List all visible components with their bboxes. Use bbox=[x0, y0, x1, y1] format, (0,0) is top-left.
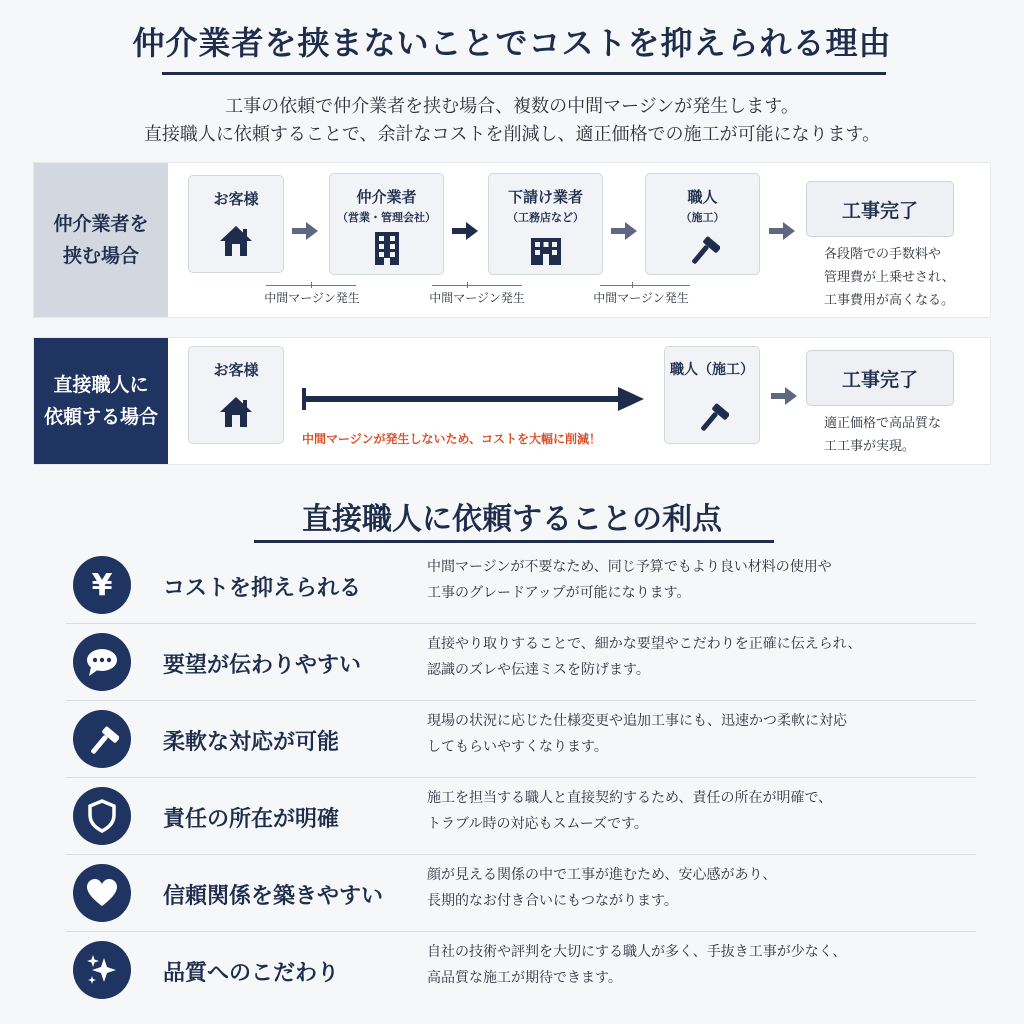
row-label-line-1: 仲介業者を bbox=[53, 213, 149, 235]
flow-done-note bbox=[824, 243, 955, 312]
house-icon bbox=[218, 395, 254, 429]
benefit-desc-line-2: 高品質な施工が期待できます。 bbox=[427, 970, 622, 986]
benefit-desc bbox=[427, 862, 967, 914]
benefit-desc-line-2: 工事のグレードアップが可能になります。 bbox=[427, 585, 691, 601]
benefit-name: 要望が伝わりやすい bbox=[163, 653, 362, 678]
node-title: 職人（施工） bbox=[670, 362, 754, 378]
benefit-desc bbox=[427, 708, 967, 760]
margin-label-2: 中間マージン発生 bbox=[429, 291, 525, 305]
margin-tick-2 bbox=[467, 282, 468, 288]
benefit-desc bbox=[427, 785, 967, 837]
office-icon bbox=[529, 234, 563, 266]
flow-node-subcontractor bbox=[488, 173, 603, 275]
chat-bubble-icon bbox=[73, 633, 131, 691]
margin-tick-3 bbox=[632, 282, 633, 288]
flow-arrow-1 bbox=[292, 221, 320, 241]
note-line: 適正価格で高品質な bbox=[824, 416, 942, 431]
direct-done-box: 工事完了 bbox=[806, 350, 954, 406]
intro-line-1: 工事の依頼で仲介業者を挟む場合、複数の中間マージンが発生します。 bbox=[225, 96, 799, 117]
benefit-desc-line-1: 直接やり取りすることで、細かな要望やこだわりを正確に伝えられ、 bbox=[427, 636, 862, 652]
row-label-intermediary bbox=[34, 163, 168, 317]
flow-done-box: 工事完了 bbox=[806, 181, 954, 237]
node-title: お客様 bbox=[213, 361, 259, 379]
benefit-name: 柔軟な対応が可能 bbox=[163, 730, 340, 755]
page-title: 仲介業者を挟まないことでコストを抑えられる理由 bbox=[132, 24, 892, 62]
note-line: 管理費が上乗せされ、 bbox=[824, 270, 955, 285]
benefit-desc-line-1: 中間マージンが不要なため、同じ予算でもより良い材料の使用や bbox=[427, 559, 832, 575]
row-label-line-1: 直接職人に bbox=[53, 374, 149, 396]
benefit-name: コストを抑えられる bbox=[163, 576, 362, 601]
benefits-title: 直接職人に依頼することの利点 bbox=[302, 502, 722, 537]
benefit-desc-line-1: 施工を担当する職人と直接契約するため、責任の所在が明確で、 bbox=[427, 790, 833, 806]
node-subtitle: （施工） bbox=[680, 211, 725, 224]
flow-row-direct bbox=[33, 337, 991, 465]
hammer-icon bbox=[695, 399, 729, 433]
note-line: 各段階での手数料や bbox=[824, 247, 942, 262]
benefit-desc-line-1: 顔が見える関係の中で工事が進むため、安心感があり、 bbox=[427, 867, 777, 883]
flow-arrow-4 bbox=[769, 221, 797, 241]
benefits-title-underline bbox=[254, 540, 774, 543]
row-label-direct bbox=[34, 338, 168, 464]
benefit-quality bbox=[66, 932, 976, 1009]
margin-line-2 bbox=[432, 285, 522, 286]
house-icon bbox=[218, 224, 254, 258]
flow-row-intermediary bbox=[33, 162, 991, 318]
building-icon bbox=[372, 230, 402, 266]
benefit-desc-line-1: 現場の状況に応じた仕様変更や追加工事にも、迅速かつ柔軟に対応 bbox=[427, 713, 847, 729]
node-title: 職人 bbox=[687, 188, 718, 206]
node-title: 下請け業者 bbox=[507, 188, 583, 206]
flow-node-craftsman bbox=[645, 173, 760, 275]
row-label-line-2: 依頼する場合 bbox=[43, 406, 158, 428]
hammer-icon bbox=[686, 232, 720, 266]
benefit-trust bbox=[66, 855, 976, 932]
flow-node-customer bbox=[188, 175, 284, 273]
note-line: 工事費用が高くなる。 bbox=[824, 293, 955, 308]
direct-arrow-done bbox=[771, 386, 799, 406]
benefit-cost bbox=[66, 547, 976, 624]
shield-icon bbox=[73, 787, 131, 845]
flow-node-craftsman-direct bbox=[664, 346, 760, 444]
benefit-communication bbox=[66, 624, 976, 701]
benefit-desc-line-2: 認識のズレや伝達ミスを防げます。 bbox=[427, 662, 650, 678]
flow-arrow-2 bbox=[452, 221, 480, 241]
flow-arrow-3 bbox=[611, 221, 639, 241]
benefit-desc-line-1: 自社の技術や評判を大切にする職人が多く、手抜き工事が少なく、 bbox=[427, 944, 847, 960]
node-title: 仲介業者 bbox=[356, 188, 417, 206]
margin-label-1: 中間マージン発生 bbox=[264, 291, 360, 305]
flow-node-intermediary bbox=[329, 173, 444, 275]
direct-long-arrow bbox=[300, 384, 646, 414]
flow-node-customer-direct bbox=[188, 346, 284, 444]
benefit-name: 信頼関係を築きやすい bbox=[163, 884, 384, 909]
intro-line-2: 直接職人に依頼することで、余計なコストを削減し、適正価格での施工が可能になります。 bbox=[143, 124, 881, 145]
benefit-name: 責任の所在が明確 bbox=[163, 807, 340, 832]
benefit-flexible bbox=[66, 701, 976, 778]
direct-red-note: 中間マージンが発生しないため、コストを大幅に削減！ bbox=[302, 432, 601, 446]
benefit-name: 品質へのこだわり bbox=[163, 961, 340, 986]
benefit-desc bbox=[427, 939, 967, 991]
benefit-desc bbox=[427, 554, 967, 606]
margin-label-3: 中間マージン発生 bbox=[593, 291, 689, 305]
node-subtitle: （営業・管理会社） bbox=[337, 211, 436, 224]
benefit-desc-line-2: してもらいやすくなります。 bbox=[427, 739, 608, 755]
benefit-desc-line-2: 長期的なお付き合いにもつながります。 bbox=[427, 893, 678, 909]
row-label-line-2: 挟む場合 bbox=[62, 245, 139, 267]
title-underline bbox=[162, 72, 886, 75]
margin-line-3 bbox=[600, 285, 690, 286]
node-subtitle: （工務店など） bbox=[507, 211, 584, 224]
direct-done-note bbox=[824, 412, 941, 458]
node-title: お客様 bbox=[213, 190, 259, 208]
benefit-desc-line-2: トラブル時の対応もスムーズです。 bbox=[427, 816, 648, 832]
yen-icon: ¥ bbox=[73, 556, 131, 614]
heart-icon bbox=[73, 864, 131, 922]
hammer-icon bbox=[73, 710, 131, 768]
note-line: 工工事が実現。 bbox=[824, 439, 916, 454]
margin-tick-1 bbox=[311, 282, 312, 288]
benefit-desc bbox=[427, 631, 967, 683]
benefit-responsibility bbox=[66, 778, 976, 855]
sparkle-icon bbox=[73, 941, 131, 999]
